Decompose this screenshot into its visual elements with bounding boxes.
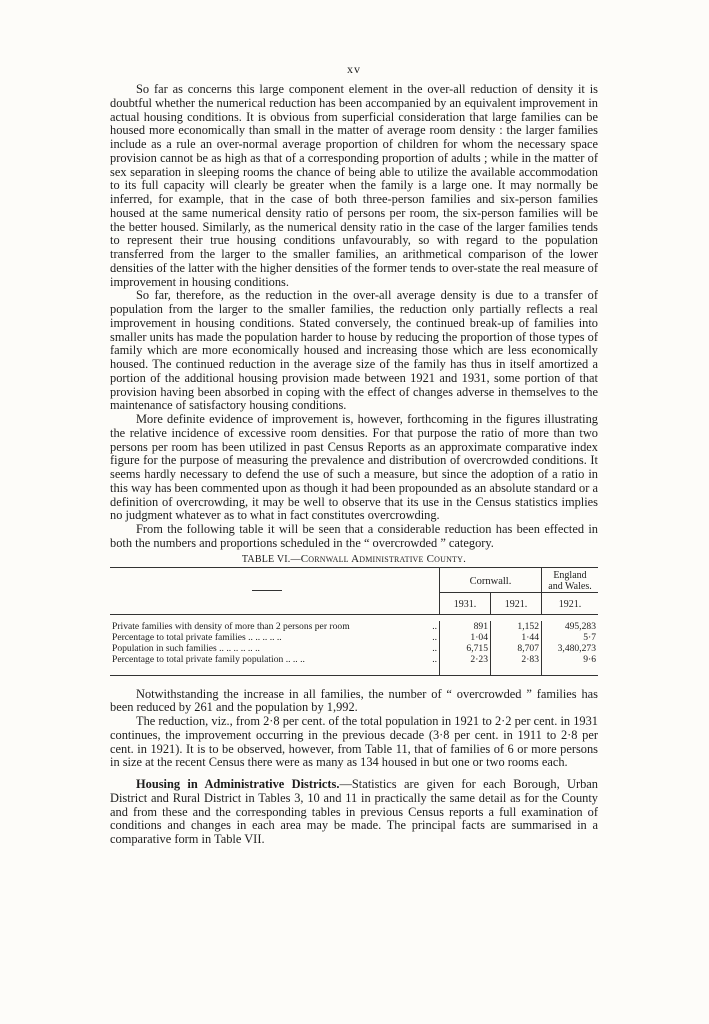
year-cornwall-1931: 1931. — [440, 592, 491, 614]
page-number: xv — [347, 62, 361, 76]
header-cornwall: Cornwall. — [440, 567, 542, 592]
row-dots: .. — [432, 631, 437, 643]
row-label: Population in such families .. .. .. .. .. .. — [112, 642, 260, 654]
section-heading: Housing in Administrative Districts. — [136, 777, 340, 791]
document-page — [110, 62, 598, 847]
header-england-line1: England — [553, 569, 587, 581]
row-label: Private families with density of more than 2 persons per room — [112, 620, 350, 632]
table-row — [110, 654, 598, 676]
cell-cornwall-1921: 1,152 — [491, 621, 542, 632]
table-stub-head — [110, 567, 423, 614]
row-dots: .. — [423, 654, 440, 676]
row-dots: .. — [432, 620, 437, 632]
header-england-wales — [542, 567, 599, 592]
cell-england-1921: 495,283 — [542, 621, 599, 632]
paragraph-7 — [110, 778, 598, 847]
table-row — [110, 632, 598, 643]
table-row — [110, 643, 598, 654]
paragraph-1: So far as concerns this large component element in the over-all reduction of density it is doubtful whether the numerical reduction has been accompanied by an equivalent improvement in actual housing conditions. It is obvious from superficial consideration that large families can be housed more economically than small in the matter of average room density : the larger families include as a rule an over-normal average proportion of children for whom the necessary space provision cannot be as high as that of a corresponding proportion of adults ; while in the matter of sex separation in sleeping rooms the chance of being able to utilize the available accommodation to its full capacity will clearly be greater when the family is a large one. It may normally be inferred, for example, that in the case of both three-person families and six-person families housed at the same numerical density ratio of persons per room, the six-person families will be the better housed. Similarly, as the numerical density ratio in the case of the larger families tends to represent their true housing conditions unfavourably, so with regard to the population transferred from the larger to the smaller families, an arithmetical comparison of the lower densities of the latter with the higher densities of the former tends to over-state the real measure of improvement in housing conditions. — [110, 82, 598, 289]
table-caption-title: Cornwall Administrative County. — [300, 552, 467, 565]
cell-cornwall-1931: 1·04 — [440, 632, 491, 643]
paragraph-5: Notwithstanding the increase in all families, the number of “ overcrowded ” families has been reduced by 261 and the population by 1,992. — [110, 686, 598, 715]
table-row — [110, 621, 598, 632]
table-caption-prefix: TABLE VI.— — [241, 553, 301, 565]
paragraph-2: So far, therefore, as the reduction in the over-all average density is due to a transfer of population from the larger to the smaller families, the reduction only partially reflects a real improvement in housing conditions. Stated conversely, the continued break-up of families into smaller units has made the population harder to house by reducing the proportion of those types of family which are more economically housed and increasing those which are less economically housed. The continued reduction in the average size of the family has thus in itself amortized a portion of the additional housing provision made between 1921 and 1931, some portion of that provision having been absorbed in coping with the effect of changes adverse in themselves to the maintenance of satisfactory housing conditions. — [110, 288, 598, 413]
overcrowding-table — [110, 567, 598, 676]
paragraph-4: From the following table it will be seen that a considerable reduction has been effected in both the numbers and proportions scheduled in the “ overcrowded ” category. — [110, 522, 598, 550]
cell-cornwall-1921: 8,707 — [491, 643, 542, 654]
header-england-line2: and Wales. — [548, 580, 592, 592]
cell-cornwall-1931: 6,715 — [440, 643, 491, 654]
paragraph-3: More definite evidence of improvement is, however, forthcoming in the figures illustrating the relative incidence of excessive room densities. For that purpose the ratio of more than two persons per room has been utilized in past Census Reports as an approximate comparative index figure for the purpose of measuring the prevalence and distribution of overcrowded conditions. It seems hardly necessary to defend the use of such a measure, but since the adoption of a ratio in this way has been commented upon as though it had been propounded as an absolute standard or a definition of overcrowding, it may be well to observe that its use in the Census statistics implies no judgment whatever as to what in fact constitutes overcrowding. — [110, 412, 598, 523]
row-label: Percentage to total private families .. .. .. .. .. — [112, 631, 282, 643]
table-caption — [110, 553, 598, 565]
section-text: —Statistics are given for each Borough, Urban District and Rural District in Tables 3, 10 and 11 in practically the same detail as for the County and from these and the corresponding tables in previous Census reports a full examination of conditions and changes in each area may be made. The principal facts are summarised in a comparative form in Table VII. — [110, 777, 599, 846]
cell-cornwall-1931: 891 — [440, 621, 491, 632]
cell-england-1921: 3,480,273 — [542, 643, 599, 654]
cell-england-1921: 9·6 — [542, 654, 599, 676]
paragraph-6: The reduction, viz., from 2·8 per cent. of the total population in 1921 to 2·2 per cent. in 1931 continues, the improvement occurring in the previous decade (3·8 per cent. in 1911 to 2·8 per cent. in 1921). It is to be observed, however, from Table 11, that of families of 6 or more persons in size at the recent Census there were as many as 134 housed in but one or two rooms each. — [110, 714, 598, 770]
cell-cornwall-1921: 1·44 — [491, 632, 542, 643]
row-dots: .. — [432, 642, 437, 654]
cell-cornwall-1931: 2·23 — [440, 654, 491, 676]
year-cornwall-1921: 1921. — [491, 592, 542, 614]
year-england-1921: 1921. — [542, 592, 599, 614]
row-label: Percentage to total private family population .. .. .. — [110, 654, 423, 676]
cell-england-1921: 5·7 — [542, 632, 599, 643]
cell-cornwall-1921: 2·83 — [491, 654, 542, 676]
stub-dash — [252, 590, 282, 591]
